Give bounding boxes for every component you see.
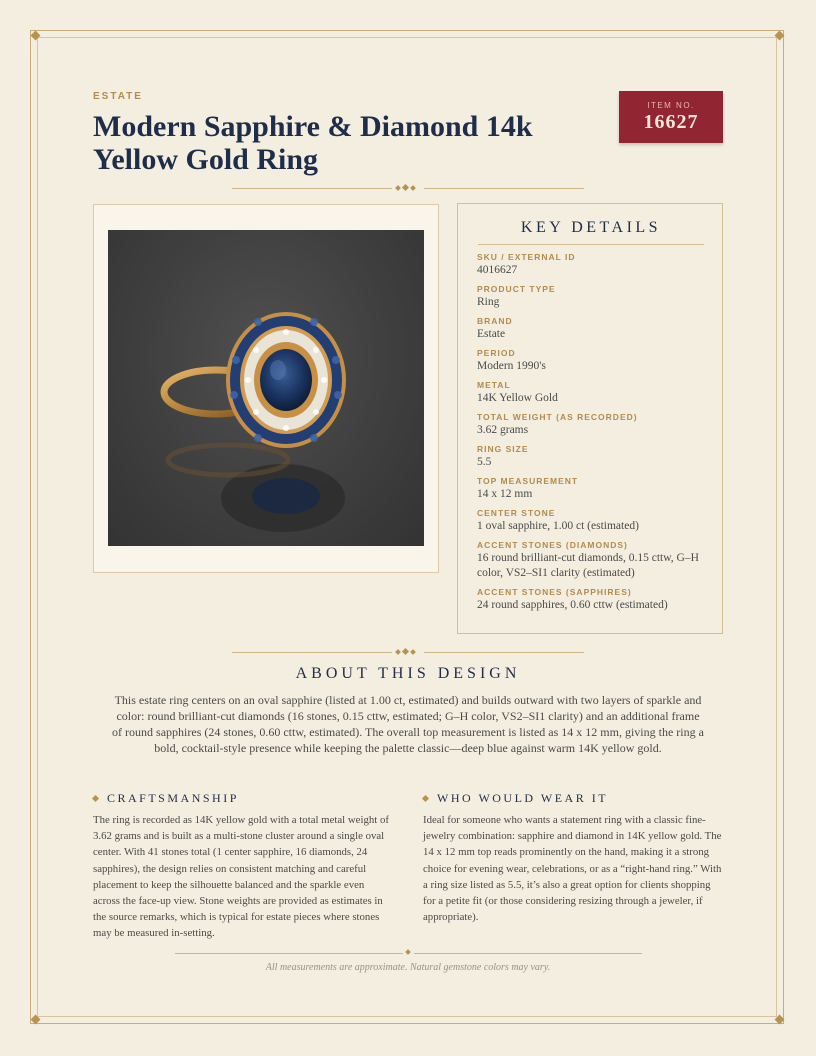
detail-label: TOTAL WEIGHT (AS RECORDED) bbox=[477, 412, 638, 422]
detail-value: Ring bbox=[477, 296, 500, 308]
detail-value: Estate bbox=[477, 328, 506, 340]
detail-label: TOP MEASUREMENT bbox=[477, 476, 579, 486]
diamond-bullet-icon bbox=[92, 795, 99, 802]
about-divider-right bbox=[424, 652, 584, 653]
key-details-title: KEY DETAILS bbox=[520, 219, 662, 236]
who-would-wear-body: Ideal for someone who wants a statement ring with a classic fine-jewelry combination: sapphire and diamond in 14K yellow gold. The 14 x 12 mm top reads prominently on the hand, making it a strong choice for evening wear, celebrations, or as a “right-hand ring.” With a ring size listed as 5.5, it’s also a great option for clients shopping for a petite fit (or those considering resizing through a jeweler, if appropriate). bbox=[423, 814, 722, 924]
detail-label: PERIOD bbox=[477, 348, 516, 358]
craftsmanship-title: CRAFTSMANSHIP bbox=[107, 791, 239, 805]
detail-accent-diamonds bbox=[477, 539, 713, 581]
detail-brand bbox=[477, 315, 713, 342]
ring-illustration bbox=[108, 230, 424, 546]
key-details-list bbox=[477, 251, 713, 618]
detail-value: 3.62 grams bbox=[477, 424, 529, 436]
detail-top-measurement bbox=[477, 475, 713, 502]
detail-value: 24 round sapphires, 0.60 cttw (estimated) bbox=[477, 599, 668, 611]
detail-value: 5.5 bbox=[477, 456, 492, 468]
detail-product-type bbox=[477, 283, 713, 310]
detail-ring-size bbox=[477, 443, 713, 470]
detail-label: PRODUCT TYPE bbox=[477, 284, 556, 294]
craftsmanship-heading bbox=[93, 791, 239, 806]
page-title: Modern Sapphire & Diamond 14k Yellow Gold Ring bbox=[93, 110, 533, 176]
detail-accent-sapphires bbox=[477, 586, 713, 613]
footer-divider-ornament bbox=[406, 950, 410, 954]
header-divider-ornament bbox=[396, 185, 415, 190]
detail-value: Modern 1990's bbox=[477, 360, 546, 372]
who-would-wear-title: WHO WOULD WEAR IT bbox=[437, 791, 609, 805]
category-eyebrow: ESTATE bbox=[93, 91, 143, 102]
detail-center-stone bbox=[477, 507, 713, 534]
detail-value: 14 x 12 mm bbox=[477, 488, 533, 500]
detail-value: 4016627 bbox=[477, 264, 518, 276]
about-divider-left bbox=[232, 652, 392, 653]
detail-label: CENTER STONE bbox=[477, 508, 556, 518]
footer-note: All measurements are approximate. Natural gemstone colors may vary. bbox=[265, 962, 551, 973]
footer-divider-right bbox=[414, 953, 642, 954]
key-details-rule bbox=[478, 244, 704, 245]
craftsmanship-body: The ring is recorded as 14K yellow gold with a total metal weight of 3.62 grams and is built as a multi-stone cluster around a single oval center. With 41 stones total (1 center sapphire, 16 diamonds, 24 sapphires), the design relies on consistent matching and careful placement to keep the silhouette balanced and the sparkle even across the face-up view. Stone weights are provided as estimates in the source remarks, which is typical for estate pieces where stones may be measured in-setting. bbox=[93, 814, 389, 940]
about-title: ABOUT THIS DESIGN bbox=[295, 665, 521, 682]
who-would-wear-heading bbox=[423, 791, 608, 806]
detail-label: METAL bbox=[477, 380, 511, 390]
detail-label: RING SIZE bbox=[477, 444, 529, 454]
item-number-value: 16627 bbox=[643, 111, 699, 133]
footer-divider-left bbox=[175, 953, 403, 954]
detail-label: BRAND bbox=[477, 316, 513, 326]
detail-total-weight bbox=[477, 411, 713, 438]
detail-label: ACCENT STONES (DIAMONDS) bbox=[477, 540, 628, 550]
header-divider-left bbox=[232, 188, 392, 189]
detail-label: ACCENT STONES (SAPPHIRES) bbox=[477, 587, 632, 597]
detail-value: 1 oval sapphire, 1.00 ct (estimated) bbox=[477, 520, 639, 532]
detail-metal bbox=[477, 379, 713, 406]
item-number-label: ITEM NO. bbox=[647, 101, 695, 110]
detail-value: 14K Yellow Gold bbox=[477, 392, 558, 404]
detail-period bbox=[477, 347, 713, 374]
item-number-badge bbox=[619, 91, 723, 143]
key-details-panel bbox=[457, 203, 723, 634]
detail-sku bbox=[477, 251, 713, 278]
diamond-bullet-icon bbox=[422, 795, 429, 802]
detail-label: SKU / EXTERNAL ID bbox=[477, 252, 576, 262]
ring-photo bbox=[108, 230, 424, 546]
about-divider-ornament bbox=[396, 649, 415, 654]
detail-value: 16 round brilliant-cut diamonds, 0.15 cttw, G–H color, VS2–SI1 clarity (estimated) bbox=[477, 552, 699, 579]
header-divider-right bbox=[424, 188, 584, 189]
about-body: This estate ring centers on an oval sapphire (listed at 1.00 ct, estimated) and builds outward with two layers of sparkle and color: round brilliant-cut diamonds (16 stones, 0.15 cttw, estimated; G–H color, VS2–SI1 clarity) and an additional frame of round sapphires (24 stones, 0.60 cttw, estimated). The overall top measurement is listed as 14 x 12 mm, giving the ring a bold, cocktail-style presence while keeping the palette classic—deep blue against warm 14K yellow gold. bbox=[112, 693, 704, 755]
